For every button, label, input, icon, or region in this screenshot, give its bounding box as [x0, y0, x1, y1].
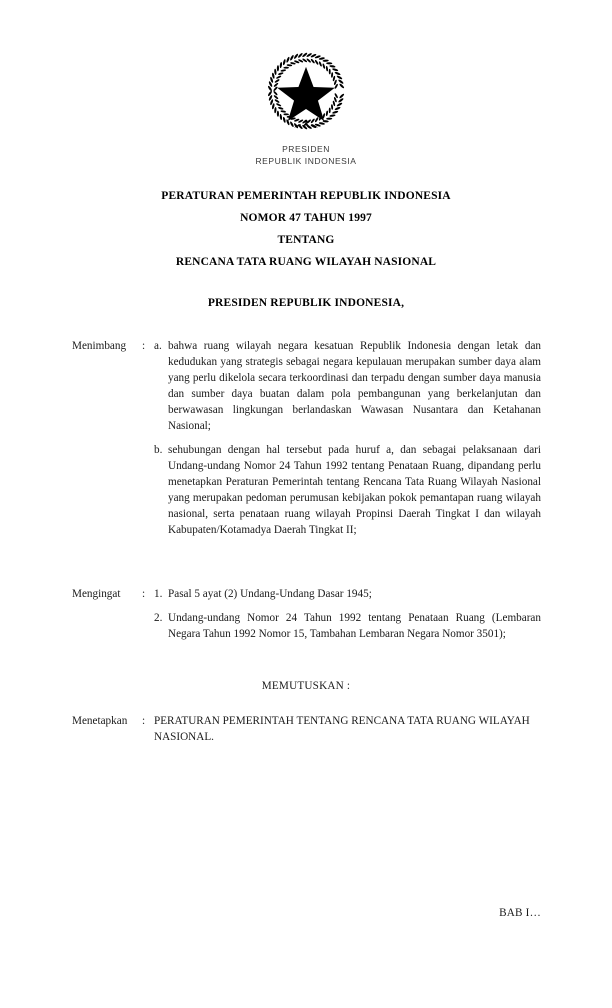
issuer-heading: PRESIDEN REPUBLIK INDONESIA, [207, 297, 405, 309]
list-item [154, 713, 541, 745]
menetapkan-colon: : [142, 715, 146, 727]
menetapkan-label: Menetapkan [72, 715, 128, 727]
menimbang-section [72, 338, 541, 538]
list-item-text: sehubungan dengan hal tersebut pada huruf a, dan sebagai pelaksanaan dari Undang-undang Nomor 24 Tahun 1992 tentang Penataan Ruang, dipandang perlu menetapkan Peraturan Pemerintah tentang Rencana Tata Ruang Wilayah Nasional yang merupakan pedoman perumusan kebijakan pokok pemantapan ruang wilayah nasional, serta penataan ruang wilayah Propinsi Daerah Tingkat I dan wilayah Kabupaten/Kotamadya Daerah Tingkat II; [168, 444, 541, 536]
mengingat-items [154, 586, 541, 642]
emblem-caption-line-1: PRESIDEN [282, 144, 330, 154]
title-line-regulation: PERATURAN PEMERINTAH REPUBLIK INDONESIA [161, 190, 451, 202]
presidential-emblem-block [0, 48, 612, 167]
document-title-block [0, 185, 612, 273]
list-item-marker: a. [154, 340, 162, 352]
list-item-text: Undang-undang Nomor 24 Tahun 1992 tentang Penataan Ruang (Lembaran Negara Tahun 1992 Nomor 15, Tambahan Lembaran Negara Nomor 3501); [168, 612, 541, 640]
emblem-caption [0, 144, 612, 167]
list-item [154, 442, 541, 538]
list-item [154, 586, 541, 602]
list-item-marker: 1. [154, 588, 163, 600]
list-item-text: Pasal 5 ayat (2) Undang-Undang Dasar 1945; [168, 588, 372, 600]
list-item-marker: 2. [154, 612, 163, 624]
garuda-star-wreath-icon [263, 48, 349, 134]
title-line-number: NOMOR 47 TAHUN 1997 [240, 212, 372, 224]
title-line-about: TENTANG [277, 234, 335, 246]
emblem-caption-line-2: REPUBLIK INDONESIA [255, 155, 357, 166]
menimbang-colon: : [142, 340, 146, 352]
mengingat-label: Mengingat [72, 588, 121, 600]
mengingat-section [72, 586, 541, 642]
menetapkan-text: PERATURAN PEMERINTAH TENTANG RENCANA TATA RUANG WILAYAH NASIONAL. [154, 715, 530, 743]
menimbang-label: Menimbang [72, 340, 127, 352]
menetapkan-section [72, 713, 541, 745]
mengingat-colon: : [142, 588, 146, 600]
menetapkan-items [154, 713, 541, 745]
page-continuation-footer: BAB I… [499, 907, 541, 919]
list-item [154, 338, 541, 434]
list-item [154, 610, 541, 642]
list-item-text: bahwa ruang wilayah negara kesatuan Republik Indonesia dengan letak dan kedudukan yang strategis sebagai negara kepulauan merupakan sumber daya alam yang perlu dikelola secara terkoordinasi dan terpadu dengan sumber daya manusia dan sumber daya buatan dalam pola pembangunan yang berkelanjutan dan berwawasan lingkungan berlandaskan Wawasan Nusantara dan Ketahanan Nasional; [168, 340, 541, 432]
title-line-subject: RENCANA TATA RUANG WILAYAH NASIONAL [175, 256, 437, 268]
list-item-marker: b. [154, 444, 163, 456]
menimbang-items [154, 338, 541, 538]
memutuskan-heading: MEMUTUSKAN : [261, 680, 351, 692]
